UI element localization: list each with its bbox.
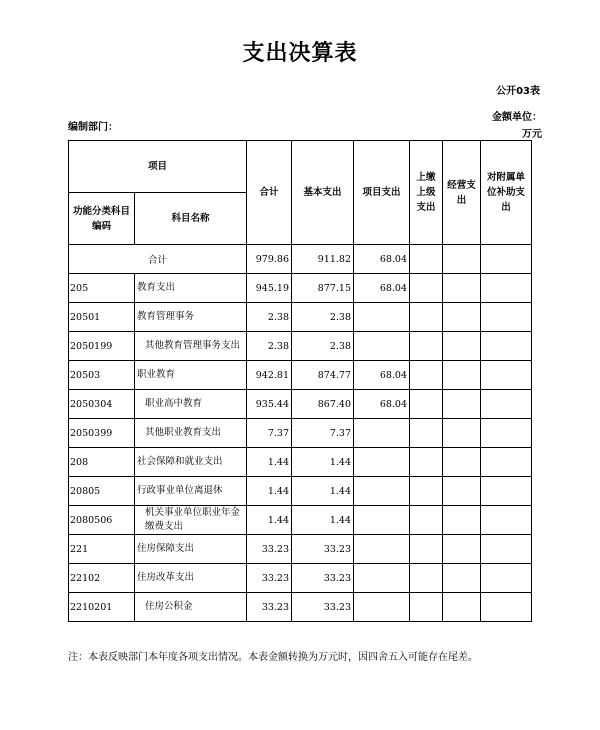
row-upper [410,274,443,303]
row-basic: 1.44 [292,477,354,506]
row-total: 2.38 [247,303,292,332]
row-subsidiary [481,593,532,622]
row-basic: 2.38 [292,303,354,332]
row-business [443,477,481,506]
expenditure-table [68,140,532,622]
table-row [69,361,532,390]
row-business [443,506,481,535]
row-upper [410,332,443,361]
row-code: 2080506 [69,506,135,535]
footnote: 注：本表反映部门本年度各项支出情况。本表金额转换为万元时，因四舍五入可能存在尾差。 [68,652,478,663]
row-basic: 33.23 [292,535,354,564]
row-name: 职业高中教育 [135,390,247,419]
row-subsidiary [481,274,532,303]
row-subsidiary [481,448,532,477]
row-business [443,419,481,448]
row-basic: 1.44 [292,506,354,535]
table-row [69,332,532,361]
row-total: 942.81 [247,361,292,390]
row-subsidiary [481,303,532,332]
table-row [69,390,532,419]
row-total: 33.23 [247,564,292,593]
row-upper [410,361,443,390]
row-upper [410,303,443,332]
row-basic: 874.77 [292,361,354,390]
row-project [354,535,410,564]
dept-label: 编制部门： [68,122,118,133]
table-row [69,419,532,448]
row-upper [410,564,443,593]
row-total: 935.44 [247,390,292,419]
row-basic: 2.38 [292,332,354,361]
row-project [354,506,410,535]
row-subsidiary [481,506,532,535]
total-subsidiary [481,245,532,274]
form-code: 公开03表 [496,86,540,97]
row-code: 2050399 [69,419,135,448]
total-label: 合计 [69,245,247,274]
row-name: 其他教育管理事务支出 [135,332,247,361]
table-row [69,274,532,303]
header-subsidiary: 对附属单位补助支出 [481,141,532,245]
row-project [354,593,410,622]
row-upper [410,506,443,535]
header-total: 合计 [247,141,292,245]
row-total: 2.38 [247,332,292,361]
table-row [69,593,532,622]
row-basic: 867.40 [292,390,354,419]
row-code: 208 [69,448,135,477]
row-subsidiary [481,419,532,448]
table-row [69,303,532,332]
row-business [443,390,481,419]
row-total: 1.44 [247,448,292,477]
row-basic: 33.23 [292,593,354,622]
row-project [354,477,410,506]
table-row [69,506,532,535]
total-row [69,245,532,274]
row-code: 20503 [69,361,135,390]
row-business [443,361,481,390]
row-code: 20805 [69,477,135,506]
row-name: 住房保障支出 [135,535,247,564]
unit-label: 金额单位： [492,112,542,123]
row-code: 20501 [69,303,135,332]
total-basic: 911.82 [292,245,354,274]
table-row [69,564,532,593]
row-subsidiary [481,535,532,564]
row-code: 22102 [69,564,135,593]
row-subsidiary [481,361,532,390]
total-upper [410,245,443,274]
row-subsidiary [481,332,532,361]
total-project: 68.04 [354,245,410,274]
row-upper [410,419,443,448]
row-business [443,564,481,593]
row-business [443,274,481,303]
row-basic: 877.15 [292,274,354,303]
header-business: 经营支出 [443,141,481,245]
row-code: 221 [69,535,135,564]
row-project: 68.04 [354,361,410,390]
row-total: 33.23 [247,593,292,622]
row-project [354,332,410,361]
header-item: 项目 [69,141,247,193]
row-total: 1.44 [247,506,292,535]
row-code: 2050304 [69,390,135,419]
row-name: 其他职业教育支出 [135,419,247,448]
header-project: 项目支出 [354,141,410,245]
table-row [69,448,532,477]
row-code: 2050199 [69,332,135,361]
row-project: 68.04 [354,390,410,419]
row-project: 68.04 [354,274,410,303]
header-basic: 基本支出 [292,141,354,245]
row-upper [410,593,443,622]
row-total: 7.37 [247,419,292,448]
row-code: 2210201 [69,593,135,622]
row-upper [410,477,443,506]
row-name: 教育管理事务 [135,303,247,332]
row-name: 机关事业单位职业年金缴费支出 [135,506,247,535]
row-subsidiary [481,564,532,593]
row-total: 1.44 [247,477,292,506]
total-business [443,245,481,274]
row-basic: 33.23 [292,564,354,593]
row-code: 205 [69,274,135,303]
header-upper: 上缴上级支出 [410,141,443,245]
header-subject-name: 科目名称 [135,193,247,245]
row-project [354,448,410,477]
row-business [443,535,481,564]
header-func-code: 功能分类科目编码 [69,193,135,245]
row-project [354,564,410,593]
page-title: 支出决算表 [242,41,358,66]
row-project [354,419,410,448]
unit-value: 万元 [522,129,542,140]
row-upper [410,390,443,419]
row-business [443,303,481,332]
row-subsidiary [481,390,532,419]
row-upper [410,535,443,564]
row-basic: 7.37 [292,419,354,448]
row-business [443,448,481,477]
row-subsidiary [481,477,532,506]
total-total: 979.86 [247,245,292,274]
row-name: 行政事业单位离退休 [135,477,247,506]
row-name: 职业教育 [135,361,247,390]
row-name: 住房改革支出 [135,564,247,593]
row-name: 教育支出 [135,274,247,303]
row-name: 住房公积金 [135,593,247,622]
row-project [354,303,410,332]
table-row [69,477,532,506]
row-business [443,332,481,361]
row-total: 33.23 [247,535,292,564]
row-name: 社会保障和就业支出 [135,448,247,477]
row-basic: 1.44 [292,448,354,477]
row-upper [410,448,443,477]
row-total: 945.19 [247,274,292,303]
table-row [69,535,532,564]
row-business [443,593,481,622]
